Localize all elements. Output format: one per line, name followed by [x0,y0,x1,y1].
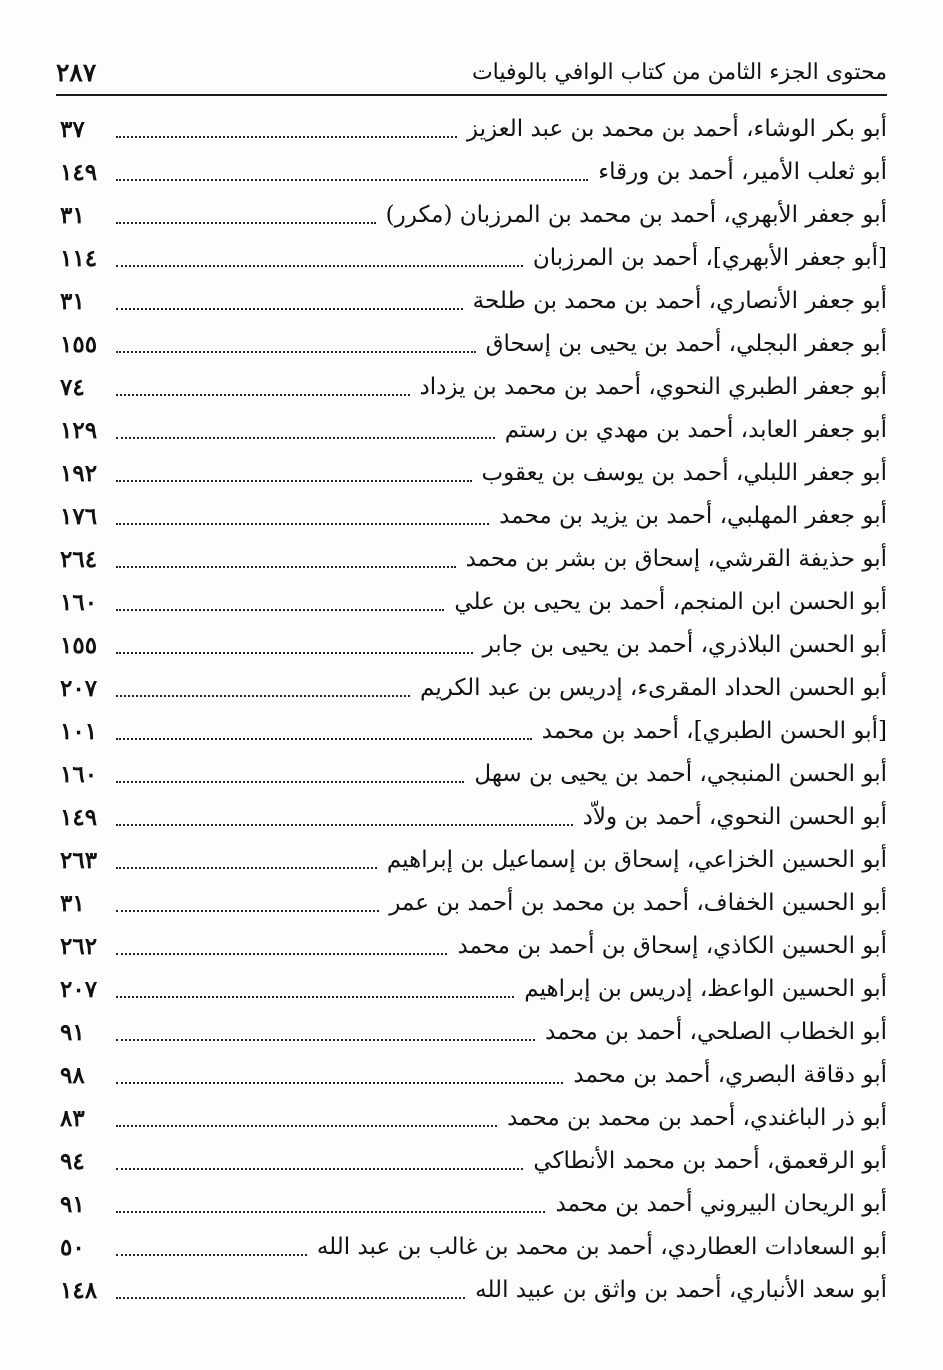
index-entry [60,1097,887,1140]
index-entry [60,1011,887,1054]
dot-leader [116,394,410,396]
entry-text: أبو جعفر البجلي، أحمد بن يحيى بن إسحاق [485,331,887,357]
entry-text: أبو الحسين الواعظ، إدريس بن إبراهيم [524,976,887,1002]
entry-page-number: ٢٦٢ [60,933,98,960]
dot-leader [116,781,464,783]
entry-page-number: ٢٠٧ [60,675,98,702]
entry-page-number: ٩٨ [60,1062,85,1089]
dot-leader [116,1125,497,1127]
dot-leader [116,1168,523,1170]
dot-leader [116,695,410,697]
entry-text: أبو الحسين الكاذي، إسحاق بن أحمد بن محمد [457,933,887,959]
index-entry [60,1269,887,1312]
dot-leader [116,1082,563,1084]
entry-text: أبو ذر الباغندي، أحمد بن محمد بن محمد [507,1105,887,1131]
index-entry [60,538,887,581]
entry-page-number: ١١٤ [60,245,98,272]
entry-page-number: ١٠١ [60,718,98,745]
dot-leader [116,824,573,826]
entry-text: أبو الخطاب الصلحي، أحمد بن محمد [545,1019,887,1045]
index-list [60,108,887,1312]
index-entry [60,237,887,280]
entry-page-number: ١٢٩ [60,417,98,444]
dot-leader [116,609,444,611]
dot-leader [116,1039,535,1041]
dot-leader [116,1254,307,1256]
index-entry [60,108,887,151]
entry-page-number: ٩١ [60,1019,85,1046]
dot-leader [116,652,473,654]
entry-page-number: ٣١ [60,288,85,315]
index-entry [60,409,887,452]
dot-leader [116,179,588,181]
header-rule [56,94,887,96]
dot-leader [116,953,447,955]
entry-page-number: ٩١ [60,1191,85,1218]
entry-page-number: ٢٠٧ [60,976,98,1003]
entry-text: أبو جعفر العابد، أحمد بن مهدي بن رستم [504,417,887,443]
index-entry [60,1183,887,1226]
entry-text: أبو جعفر المهلبي، أحمد بن يزيد بن محمد [499,503,887,529]
index-entry [60,710,887,753]
index-entry [60,1140,887,1183]
dot-leader [116,1297,465,1299]
running-title: محتوى الجزء الثامن من كتاب الوافي بالوفيات [471,59,887,85]
entry-page-number: ٨٣ [60,1105,85,1132]
dot-leader [116,566,456,568]
dot-leader [116,480,472,482]
index-entry [60,796,887,839]
dot-leader [116,867,377,869]
entry-page-number: ١٥٥ [60,632,98,659]
entry-text: أبو جعفر اللبلي، أحمد بن يوسف بن يعقوب [481,460,887,486]
index-entry [60,968,887,1011]
entry-page-number: ٩٤ [60,1148,85,1175]
entry-page-number: ١٦٠ [60,761,98,788]
index-entry [60,581,887,624]
entry-text: أبو الحسن النحوي، أحمد بن ولاّد [582,804,887,830]
entry-text: أبو الحسين الخزاعي، إسحاق بن إسماعيل بن إبراهيم [386,847,887,873]
dot-leader [116,222,376,224]
entry-text: [أبو الحسن الطبري]، أحمد بن محمد [541,718,887,744]
dot-leader [116,136,457,138]
entry-page-number: ٢٦٤ [60,546,98,573]
index-entry [60,839,887,882]
index-entry [60,624,887,667]
entry-text: أبو سعد الأنباري، أحمد بن واثق بن عبيد الله [475,1277,887,1303]
page-header [56,50,887,94]
entry-text: أبو دقاقة البصري، أحمد بن محمد [573,1062,887,1088]
dot-leader [116,351,476,353]
entry-page-number: ١٤٩ [60,159,98,186]
entry-page-number: ١٦٠ [60,589,98,616]
entry-page-number: ٣٧ [60,116,85,143]
dot-leader [116,996,514,998]
index-entry [60,452,887,495]
entry-text: أبو بكر الوشاء، أحمد بن محمد بن عبد العزيز [466,116,887,142]
entry-text: أبو جعفر الطبري النحوي، أحمد بن محمد بن يزداد [419,374,887,400]
entry-page-number: ١٧٦ [60,503,98,530]
entry-page-number: ٧٤ [60,374,85,401]
entry-text: أبو جعفر الأبهري، أحمد بن محمد بن المرزبان (مكرر) [385,202,887,228]
dot-leader [116,738,532,740]
entry-text: أبو جعفر الأنصاري، أحمد بن محمد بن طلحة [472,288,887,314]
index-entry [60,495,887,538]
index-entry [60,323,887,366]
entry-text: أبو الحسين الخفاف، أحمد بن محمد بن أحمد بن عمر [389,890,887,916]
entry-text: أبو الحسن المنبجي، أحمد بن يحيى بن سهل [474,761,887,787]
entry-text: [أبو جعفر الأبهري]، أحمد بن المرزبان [532,245,887,271]
page-number: ٢٨٧ [56,57,97,87]
dot-leader [116,523,489,525]
entry-text: أبو حذيفة القرشي، إسحاق بن بشر بن محمد [465,546,887,572]
entry-page-number: ١٥٥ [60,331,98,358]
index-entry [60,1054,887,1097]
entry-text: أبو الحسن البلاذري، أحمد بن يحيى بن جابر [482,632,887,658]
dot-leader [116,437,495,439]
index-entry [60,280,887,323]
entry-text: أبو الرقعمق، أحمد بن محمد الأنطاكي [533,1148,887,1174]
entry-page-number: ٣١ [60,890,85,917]
index-entry [60,366,887,409]
entry-text: أبو الحسن ابن المنجم، أحمد بن يحيى بن علي [454,589,887,615]
dot-leader [116,1211,545,1213]
entry-text: أبو الريحان البيروني أحمد بن محمد [555,1191,887,1217]
dot-leader [116,265,523,267]
dot-leader [116,910,379,912]
entry-page-number: ١٤٨ [60,1277,98,1304]
index-entry [60,882,887,925]
index-entry [60,1226,887,1269]
entry-text: أبو ثعلب الأمير، أحمد بن ورقاء [598,159,887,185]
index-entry [60,194,887,237]
index-entry [60,151,887,194]
entry-page-number: ٣١ [60,202,85,229]
index-entry [60,667,887,710]
entry-page-number: ٢٦٣ [60,847,98,874]
entry-page-number: ٥٠ [60,1234,85,1261]
entry-text: أبو الحسن الحداد المقرىء، إدريس بن عبد الكريم [420,675,887,701]
entry-page-number: ١٤٩ [60,804,98,831]
dot-leader [116,308,463,310]
entry-page-number: ١٩٢ [60,460,98,487]
entry-text: أبو السعادات العطاردي، أحمد بن محمد بن غالب بن عبد الله [316,1234,887,1260]
index-entry [60,753,887,796]
index-entry [60,925,887,968]
